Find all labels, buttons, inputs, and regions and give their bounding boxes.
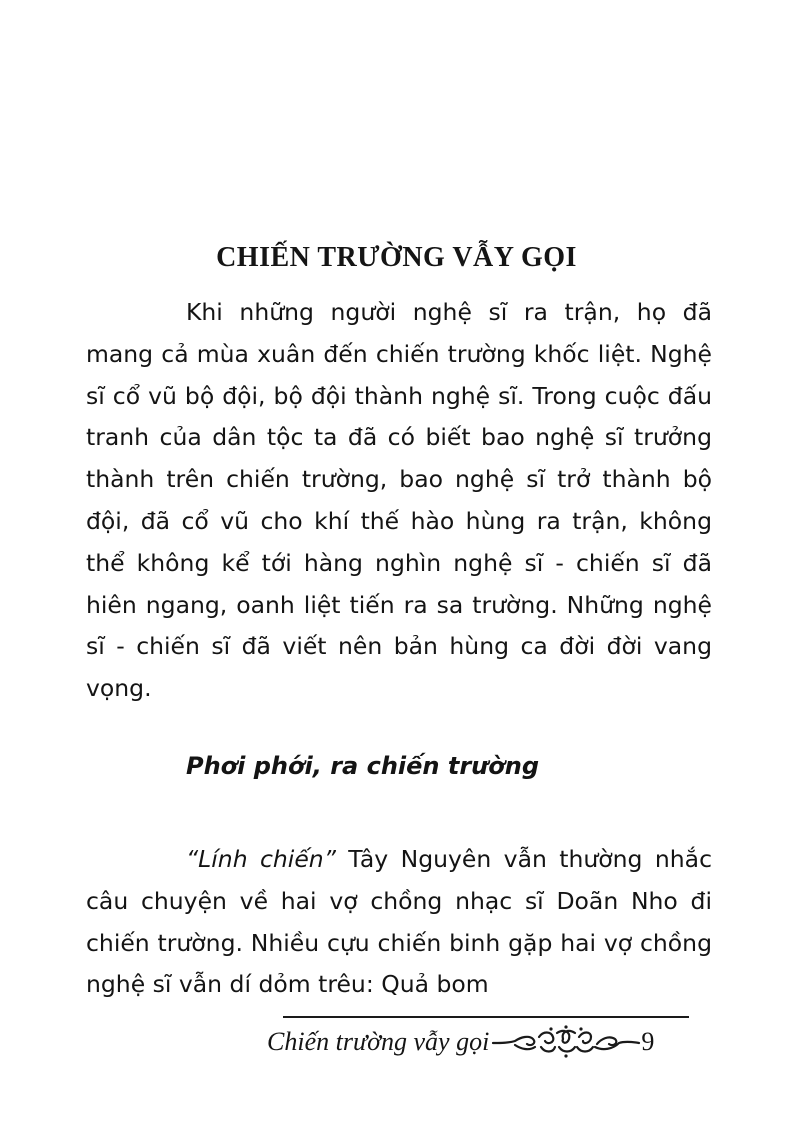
chapter-title: CHIẾN TRƯỜNG VẪY GỌI	[216, 242, 577, 273]
floral-scroll-ornament-icon	[491, 1025, 641, 1059]
page-number: 9	[641, 1027, 655, 1056]
running-title: Chiến trường vẫy gọi	[267, 1027, 490, 1056]
quoted-term: “Lính chiến”	[186, 845, 336, 873]
footer-rule	[283, 1016, 689, 1018]
section-heading: Phơi phới, ra chiến trường	[186, 752, 539, 780]
paragraph-intro	[86, 292, 712, 710]
paragraph-story-text: Tây Nguyên vẫn thường nhắc câu chuyện về hai vợ chồng nhạc sĩ Doãn Nho đi chiến trường. Nhiều cựu chiến binh gặp hai vợ chồng nghệ sĩ vẫn dí dỏm trêu: Quả bom	[86, 845, 712, 999]
page-footer	[267, 1022, 697, 1062]
paragraph-intro-text: Khi những người nghệ sĩ ra trận, họ đã mang cả mùa xuân đến chiến trường khốc liệt. Nghệ sĩ cổ vũ bộ đội, bộ đội thành nghệ sĩ. Trong cuộc đấu tranh của dân tộc ta đã có biết bao nghệ sĩ trưởng thành trên chiến trường, bao nghệ sĩ trở thành bộ đội, đã cổ vũ cho khí thế hào hùng ra trận, không thể không kể tới hàng nghìn nghệ sĩ - chiến sĩ đã hiên ngang, oanh liệt tiến ra sa trường. Những nghệ sĩ - chiến sĩ đã viết nên bản hùng ca đời đời vang vọng.	[86, 298, 712, 703]
paragraph-story	[86, 839, 712, 1006]
